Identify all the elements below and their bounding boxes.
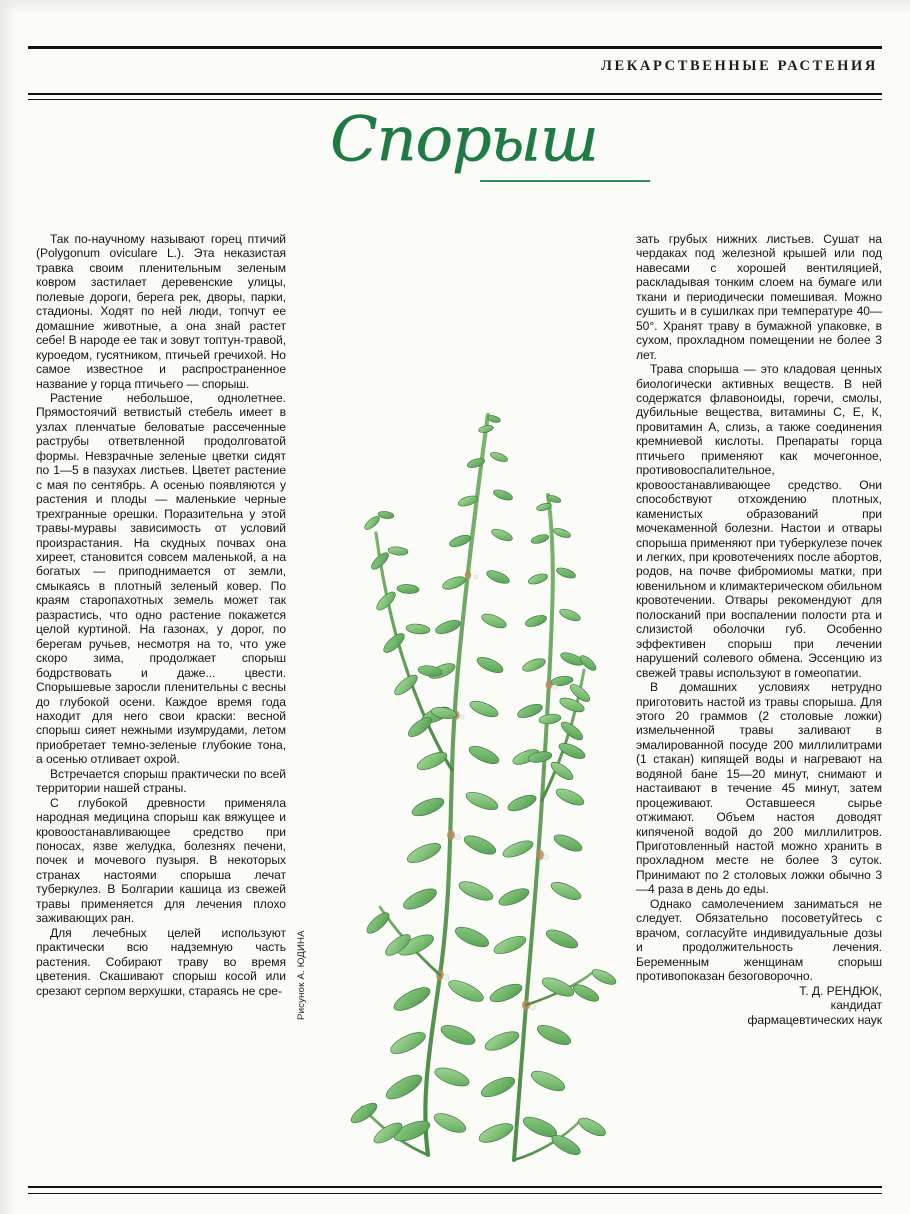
article-left-column <box>36 232 286 998</box>
paper-edge-left <box>0 0 16 1214</box>
title-underline <box>480 180 650 182</box>
byline-role: кандидат <box>830 998 882 1013</box>
article-masthead <box>330 102 650 198</box>
article-title: Спорыш <box>330 102 598 175</box>
footer-rule-medium <box>28 1186 882 1188</box>
paragraph: В домашних условиях нетрудно приготовить настой из травы спорыша. Для этого 20 граммов (2 столовые ложки) измельченной травы заливают в эмалированной посуде 200 миллилитрами (1 стакан) кипящей воды и нагревают на водяной бане 15—20 минут, снимают и настаивают в течение 45 минут, затем процеживают. Оставшееся сырье отжимают. Объем настоя доводят кипяченой водой до 200 миллилитров. Приготовленный настой можно хранить в прохладном месте не более 3 суток. Принимают по 2 столовых ложки обычно 3—4 раза в день до еды. <box>636 680 882 897</box>
footer-rule-thin <box>28 1193 882 1194</box>
byline-field: фармацевтических наук <box>747 1012 882 1027</box>
paragraph: зать грубых нижних листьев. Сушат на чердаках под железной крышей или под навесами с хорошей вентиляцией, раскладывая тонким слоем на бумаге или ткани и периодически помешивая. Можно сушить и в сушилках при температуре 40—50°. Хранят траву в бумажной упаковке, в сухом, прохладном помещении не более 3 лет. <box>636 232 882 362</box>
paragraph: Трава спорыша — это кладовая ценных биологически активных веществ. В ней содержатся флавоноиды, горечи, смолы, дубильные вещества, витамины С, Е, К, провитамин А, слизь, а также соединения кремниевой кислоты. Препараты горца птичьего применяют как мочегонное, противовоспалительное, кровоостанавливающее средство. Они способствуют отхождению плотных, каменистых образований при мочекаменной болезни. Настои и отвары спорыша применяют при туберкулезе почек и легких, при кровотечениях после абортов, родов, на почве фибромиомы матки, при ювенильном и климактерическом обильном кровотечении. Отвары рекомендуют для полосканий при воспалении полости рта и слизистой оболочки губ. Особенно эффективен спорыш при лечении нарушений солевого обмена. Эссенцию из свежей травы используют в гомеопатии. <box>636 362 882 680</box>
paragraph: Для лечебных целей используют практически всю надземную часть растения. Собирают траву во время цветения. Скашивают спорыш косой или срезают серпом верхушки, стараясь не сре- <box>36 925 286 998</box>
plant-illustration <box>300 215 630 1175</box>
illustration-credit: Рисунок А. ЮДИНА <box>296 930 307 1020</box>
paragraph: Так по-научному называют горец птичий (Polygonum oviculare L.). Эта неказистая травка своим пленительным зеленым ковром застилает деревенские улицы, полевые дороги, берега рек, дворы, парки, стадионы. Ходят по ней люди, топчут ее домашние животные, а она знай растет себе! В народе ее так и зовут топтун-травой, куроедом, гусятником, птичьей гречихой. Но самое известное и распространенное название у горца птичьего — спорыш. <box>36 232 287 391</box>
article-right-column <box>636 232 882 1027</box>
header-rule-thin <box>28 99 882 100</box>
paragraph: С глубокой древности применяла народная медицина спорыш как вяжущее и кровоостанавливающее средство при поносах, язве желудка, болезнях печени, почек и мочевого пузыря. В некоторых странах настоями спорыша лечат туберкулез. В Болгарии кашица из свежей травы применяется для лечения плохо заживающих ран. <box>36 795 286 926</box>
section-title: ЛЕКАРСТВЕННЫЕ РАСТЕНИЯ <box>601 58 878 74</box>
header-rule-thick <box>28 46 882 49</box>
paper-edge-top <box>0 0 910 14</box>
byline-name: Т. Д. РЕНДЮК, <box>799 983 882 998</box>
header-rule-medium <box>28 93 882 95</box>
paragraph: Однако самолечением заниматься не следует. Обязательно посоветуйтесь с врачом, согласуйте индивидуальные дозы и продолжительность лечения. Беременным женщинам спорыш противопоказан безоговорочно. <box>636 896 882 984</box>
paragraph: Растение небольшое, однолетнее. Прямостоячий ветвистый стебель имеет в узлах пленчатые беловатые рассеченные раструбы ответвленной продолговатой формы. Невзрачные зеленые цветки сидят по 1—5 в пазухах листьев. Цветет растение с мая по сентябрь. А осенью появляются у растения и плоды — маленькие черные трехгранные орешки. Поразительна у этой травы-муравы зависимость от условий произрастания. На скудных почвах она хиреет, становится совсем маленькой, а на богатых — приподнимается от земли, смыкаясь в плотный зеленый ковер. По краям старопахотных земель может так разрастись, что одно растение покажется целой куртиной. На газонах, у дорог, по берегам ручьев, несмотря на то, что уже скоро зима, продолжает спорыш бодрствовать и даже... цвести. Спорышевые заросли пленительны с весны до глубокой осени. Каждое время года находит для него свои краски: весной спорыш сияет нежными изумрудами, летом приобретает темно-зеленые глубокие тона, а осенью отливает охрой. <box>36 390 286 767</box>
paragraph: Встречается спорыш практически по всей территории нашей страны. <box>36 766 286 796</box>
